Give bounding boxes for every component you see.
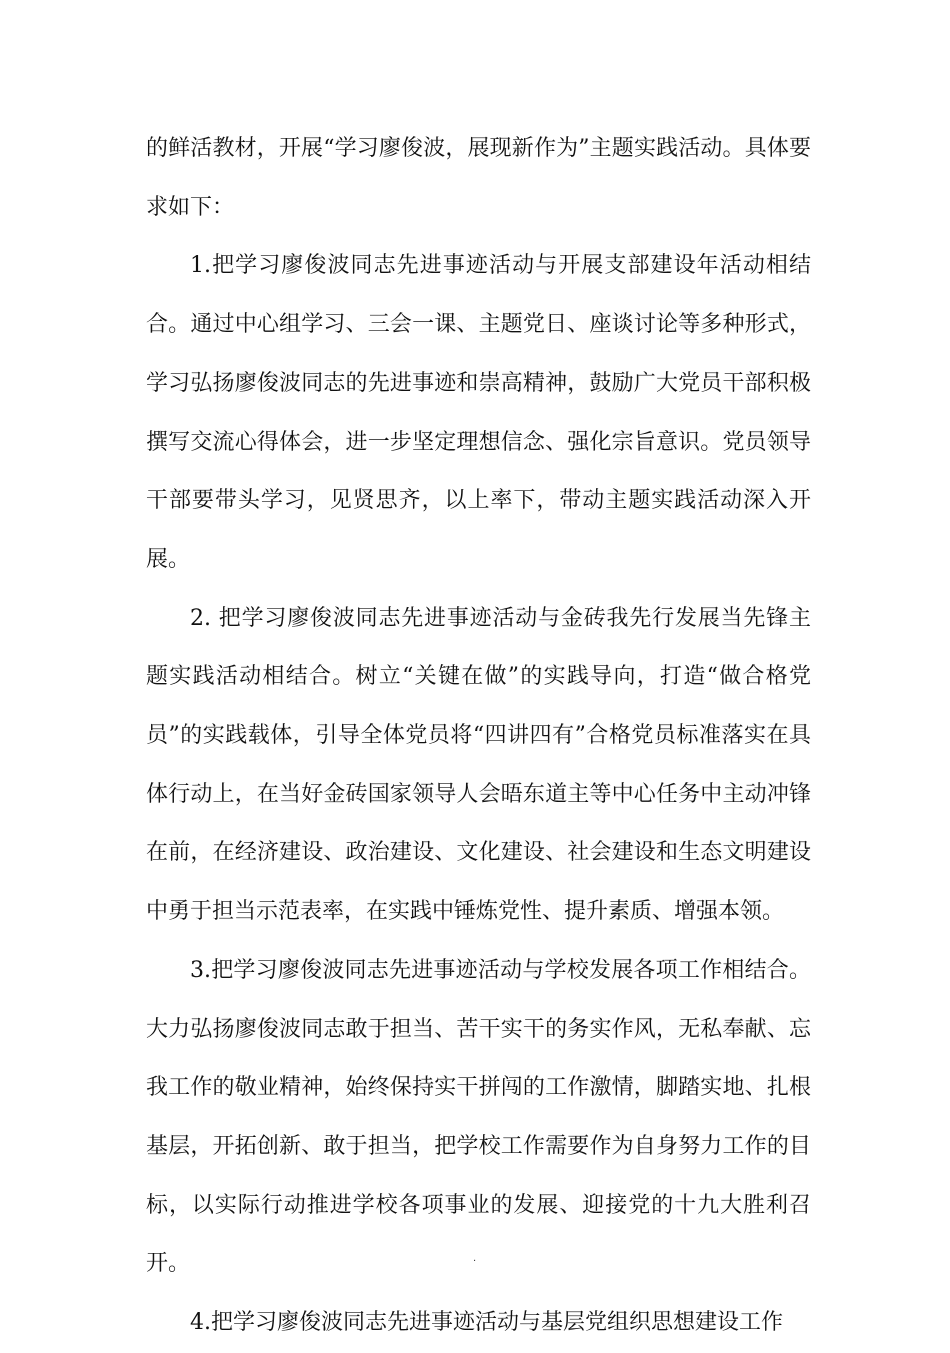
paragraph-continuation: 的鲜活教材，开展“学习廖俊波，展现新作为”主题实践活动。具体要求如下：	[146, 136, 811, 220]
document-body	[146, 120, 811, 1353]
page-footer-mark: .	[473, 1253, 477, 1264]
paragraph-item-4: 4.把学习廖俊波同志先进事迹活动与基层党组织思想建设工作	[190, 1310, 783, 1336]
paragraph-item-3: 3.把学习廖俊波同志先进事迹活动与学校发展各项工作相结合。大力弘扬廖俊波同志敢于担当、苦干实干的务实作风，无私奉献、忘我工作的敬业精神，始终保持实干拼闯的工作激情，脚踏实地、扎根基层，开拓创新、敢于担当，把学校工作需要作为自身努力工作的目标，以实际行动推进学校各项事业的发展、迎接党的十九大胜利召开。	[146, 957, 811, 1277]
paragraph-item-1: 1.把学习廖俊波同志先进事迹活动与开展支部建设年活动相结合。通过中心组学习、三会一课、主题党日、座谈讨论等多种形式，学习弘扬廖俊波同志的先进事迹和崇高精神，鼓励广大党员干部积极撰写交流心得体会，进一步坚定理想信念、强化宗旨意识。党员领导干部要带头学习，见贤思齐，以上率下，带动主题实践活动深入开展。	[146, 253, 811, 572]
paragraph-item-2: 2. 把学习廖俊波同志先进事迹活动与金砖我先行发展当先锋主题实践活动相结合。树立“关键在做”的实践导向，打造“做合格党员”的实践载体，引导全体党员将“四讲四有”合格党员标准落实在具体行动上，在当好金砖国家领导人会晤东道主等中心任务中主动冲锋在前，在经济建设、政治建设、文化建设、社会建设和生态文明建设中勇于担当示范表率，在实践中锤炼党性、提升素质、增强本领。	[146, 605, 811, 925]
